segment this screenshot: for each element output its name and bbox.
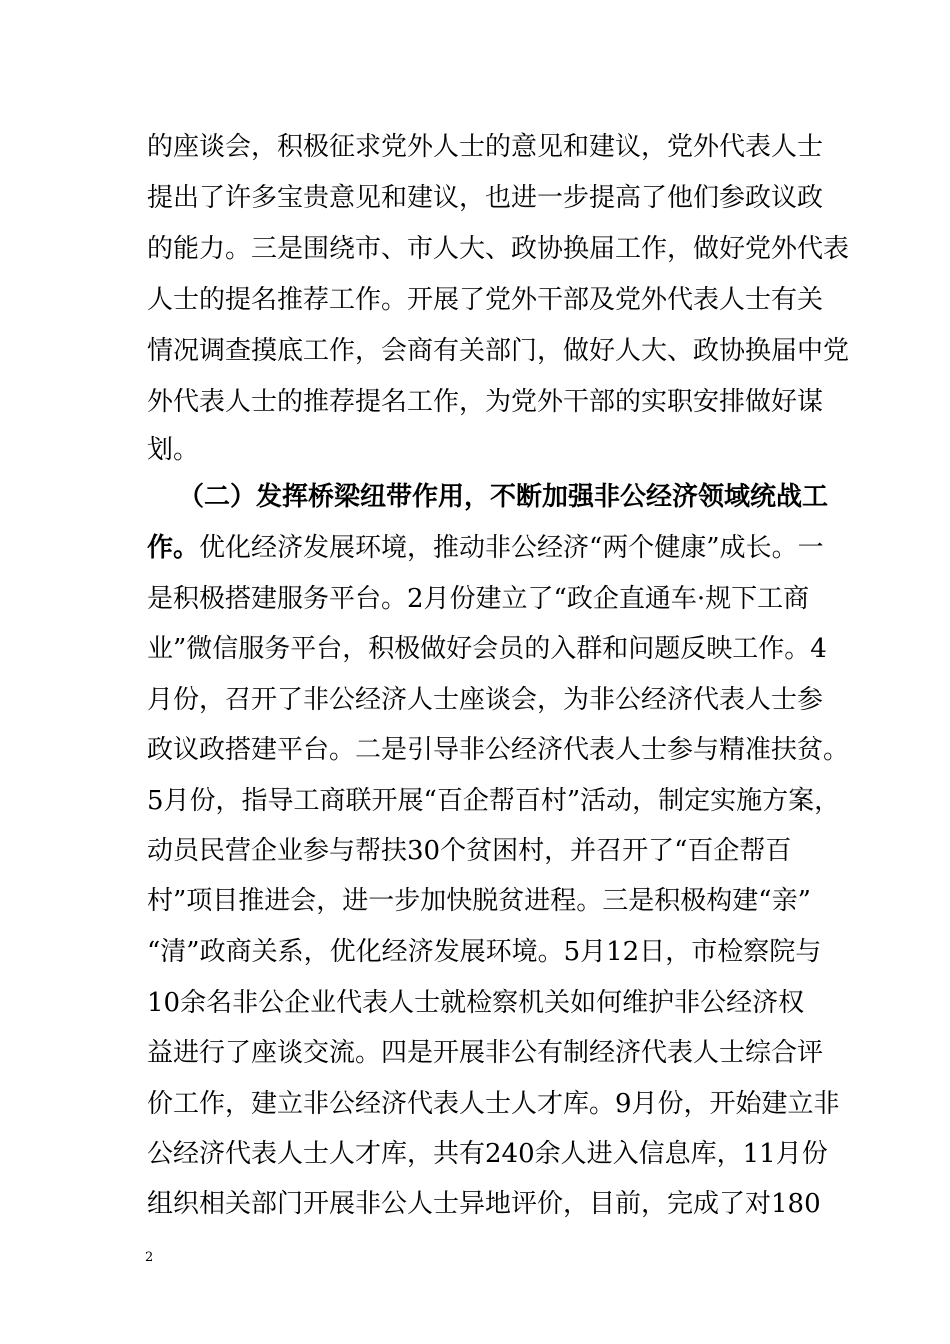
body-text-line: 人士的提名推荐工作。开展了党外干部及党外代表人士有关 (147, 285, 824, 315)
body-text-line: 政议政搭建平台。二是引导非公经济代表人士参与精准扶贫。 (147, 735, 850, 765)
body-text-line-mixed (147, 532, 824, 564)
page-number: 2 (145, 1250, 154, 1265)
body-text-line: 的能力。三是围绕市、市人大、政协换届工作，做好党外代表 (147, 234, 850, 264)
body-text-line: 月份，召开了非公经济人士座谈会，为非公经济代表人士参 (147, 685, 824, 715)
body-text-line: 划。 (147, 435, 200, 465)
section-heading-continuation: 作。 (147, 533, 200, 563)
body-text-line: 是积极搭建服务平台。2月份建立了“政企直通车·规下工商 (147, 584, 810, 614)
section-heading: （二）发挥桥梁纽带作用，不断加强非公经济领域统战工 (178, 482, 829, 512)
body-text-line: 的座谈会，积极征求党外人士的意见和建议，党外代表人士 (147, 132, 824, 162)
body-text-line: 村”项目推进会，进一步加快脱贫进程。三是积极构建“亲” (147, 886, 811, 916)
body-text-run: 优化经济发展环境，推动非公经济“两个健康”成长。一 (199, 533, 824, 563)
body-text-line: 业”微信服务平台，积极做好会员的入群和问题反映工作。4 (147, 634, 827, 664)
body-text-line: 10余名非公企业代表人士就检察机关如何维护非公经济权 (147, 988, 805, 1018)
body-text-line: “清”政商关系，优化经济发展环境。5月12日，市检察院与 (147, 937, 822, 967)
body-text-line: 动员民营企业参与帮扶30个贫困村，并召开了“百企帮百 (147, 836, 792, 866)
body-text-line: 组织相关部门开展非公人士异地评价，目前，完成了对180 (147, 1189, 821, 1219)
body-text-line: 公经济代表人士人才库，共有240余人进入信息库，11月份 (147, 1139, 828, 1169)
body-text-line: 5月份，指导工商联开展“百企帮百村”活动，制定实施方案， (147, 786, 841, 816)
body-text-line: 提出了许多宝贵意见和建议，也进一步提高了他们参政议政 (147, 183, 824, 213)
body-text-line: 价工作，建立非公经济代表人士人才库。9月份，开始建立非 (147, 1089, 840, 1119)
body-text-line: 情况调查摸底工作，会商有关部门，做好人大、政协换届中党 (147, 336, 850, 366)
body-text-line: 外代表人士的推荐提名工作，为党外干部的实职安排做好谋 (147, 387, 824, 417)
body-text-line: 益进行了座谈交流。四是开展非公有制经济代表人士综合评 (147, 1038, 824, 1068)
